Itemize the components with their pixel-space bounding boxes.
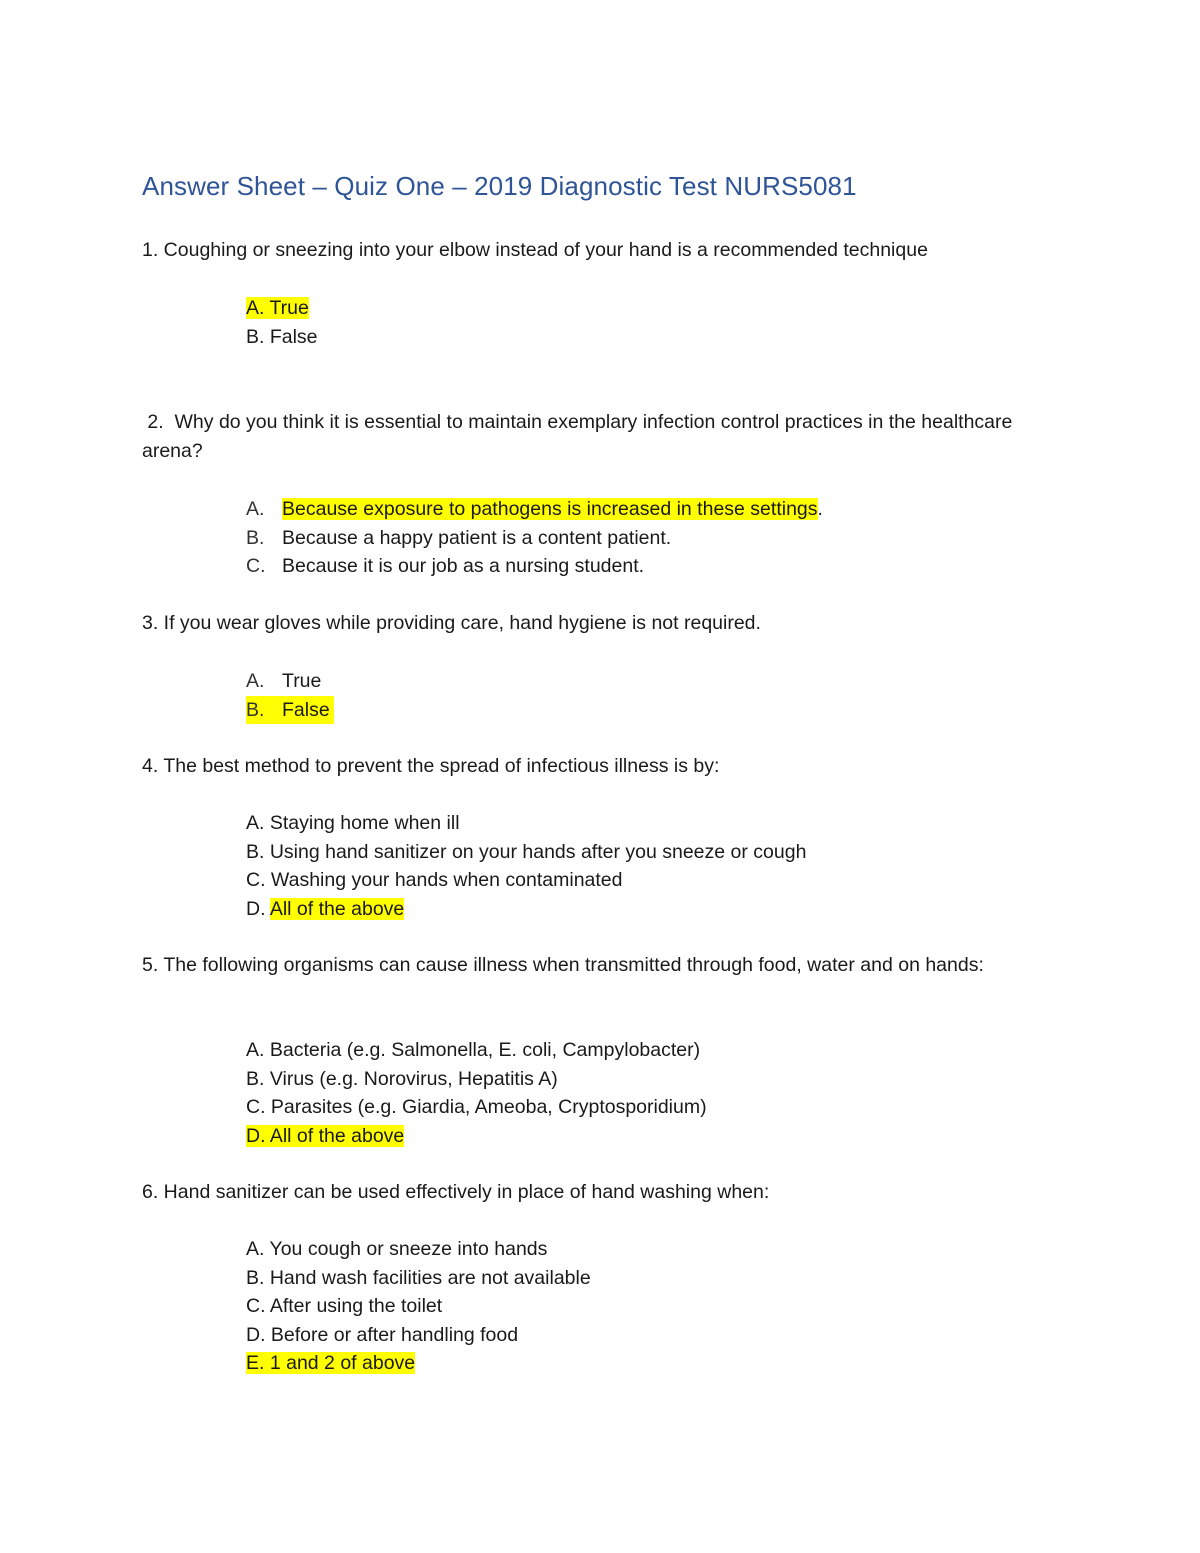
- option-4d: D. All of the above: [246, 897, 405, 920]
- question-6-options: [246, 1235, 591, 1378]
- option-4c: C. Washing your hands when contaminated: [246, 869, 623, 892]
- option-5b: B. Virus (e.g. Norovirus, Hepatitis A): [246, 1067, 558, 1090]
- option-6a: A. You cough or sneeze into hands: [246, 1238, 548, 1260]
- question-3-options: [246, 667, 334, 724]
- document-title: Answer Sheet – Quiz One – 2019 Diagnostic Test NURS5081: [142, 171, 857, 201]
- option-6d: D. Before or after handling food: [246, 1323, 519, 1346]
- option-1b: B. False: [246, 325, 318, 348]
- question-2-options: [246, 495, 823, 581]
- option-5a: A. Bacteria (e.g. Salmonella, E. coli, Campylobacter): [246, 1039, 701, 1061]
- correct-answer-highlight: D. All of the above: [246, 1124, 405, 1147]
- option-2a: A. Because exposure to pathogens is increased in these settings.: [246, 498, 823, 520]
- correct-answer-highlight: A. True: [246, 297, 309, 319]
- option-2b: B. Because a happy patient is a content patient.: [246, 526, 672, 549]
- option-5c: C. Parasites (e.g. Giardia, Ameoba, Cryptosporidium): [246, 1096, 707, 1119]
- option-6b: B. Hand wash facilities are not available: [246, 1266, 591, 1289]
- option-2c: C. Because it is our job as a nursing student.: [246, 555, 645, 578]
- option-3a: A. True: [246, 670, 322, 692]
- option-4b: B. Using hand sanitizer on your hands after you sneeze or cough: [246, 840, 807, 863]
- correct-answer-highlight: E. 1 and 2 of above: [246, 1352, 416, 1375]
- question-1-options: [246, 294, 318, 351]
- correct-answer-highlight: Because exposure to pathogens is increased in these settings: [282, 498, 818, 520]
- option-4a: A. Staying home when ill: [246, 812, 460, 834]
- option-1a: [246, 294, 318, 323]
- question-4-options: [246, 809, 806, 923]
- question-3-text: 3. If you wear gloves while providing care, hand hygiene is not required.: [142, 612, 761, 634]
- question-5-text: 5. The following organisms can cause illness when transmitted through food, water and on hands:: [142, 954, 984, 976]
- question-6-text: 6. Hand sanitizer can be used effectively in place of hand washing when:: [142, 1181, 770, 1203]
- option-5d: [246, 1122, 707, 1151]
- option-6e: [246, 1349, 591, 1378]
- option-6c: C. After using the toilet: [246, 1295, 443, 1318]
- question-5-options: [246, 1036, 707, 1150]
- question-2-text: 2. Why do you think it is essential to maintain exemplary infection control practices in the healthcare arena?: [142, 411, 1018, 462]
- correct-answer-highlight: All of the above: [269, 897, 405, 920]
- option-3b: [246, 696, 334, 725]
- question-1-text: 1. Coughing or sneezing into your elbow instead of your hand is a recommended technique: [142, 239, 928, 261]
- correct-answer-highlight: B. False: [246, 696, 334, 725]
- question-4-text: 4. The best method to prevent the spread of infectious illness is by:: [142, 755, 720, 777]
